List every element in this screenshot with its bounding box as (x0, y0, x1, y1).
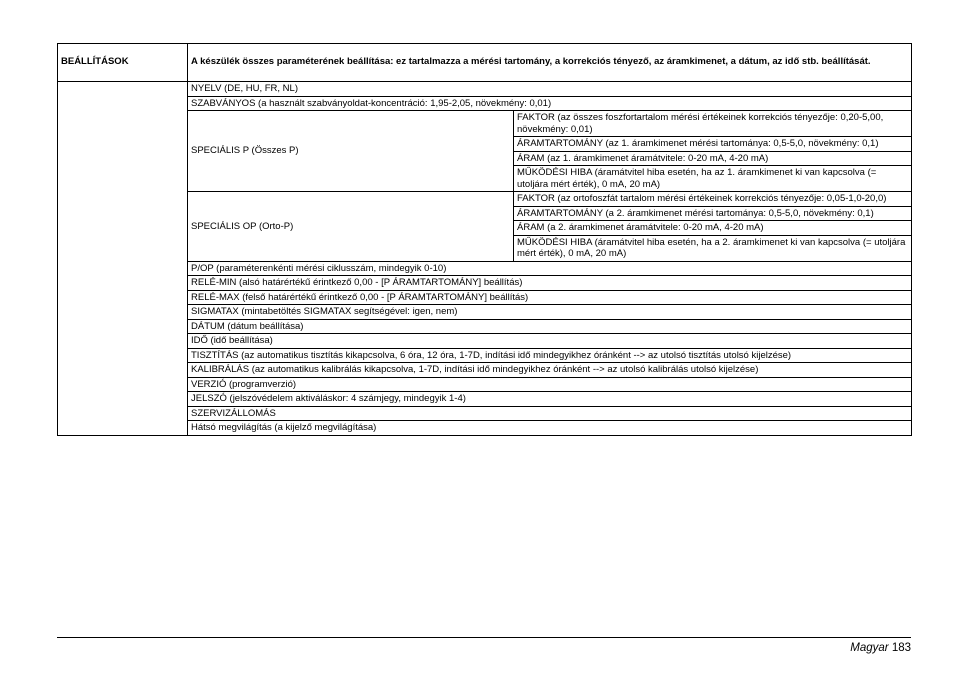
table-row (58, 82, 912, 97)
empty-label-cell (58, 82, 188, 436)
setting-row-ido: IDŐ (idő beállítása) (188, 334, 912, 349)
setting-row-szabvanyos: SZABVÁNYOS (a használt szabványoldat-koncentráció: 1,95-2,05, növekmény: 0,01) (188, 96, 912, 111)
footer-language: Magyar (850, 642, 889, 654)
sub-setting-aram-p: ÁRAM (az 1. áramkimenet áramátvitele: 0-20 mA, 4-20 mA) (514, 151, 912, 166)
sub-setting-mukodesi-hiba-p: MŰKÖDÉSI HIBA (áramátvitel hiba esetén, ha az 1. áramkimenet ki van kapcsolva (= utoljára mért érték), 0 mA, 20 mA) (514, 166, 912, 192)
group-label-specialis-op: SPECIÁLIS OP (Orto-P) (188, 192, 514, 262)
setting-row-rele-min: RELÉ-MIN (alsó határértékű érintkező 0,00 - [P ÁRAMTARTOMÁNY] beállítás) (188, 276, 912, 291)
settings-table (57, 43, 912, 436)
setting-row-tisztitas: TISZTÍTÁS (az automatikus tisztítás kikapcsolva, 6 óra, 12 óra, 1-7D, indítási idő mindegyikhez óránként --> az utolsó tisztítás utolsó kijelzése) (188, 348, 912, 363)
setting-row-datum: DÁTUM (dátum beállítása) (188, 319, 912, 334)
header-description: A készülék összes paraméterének beállítása: ez tartalmazza a mérési tartomány, a korrekciós tényező, az áramkimenet, a dátum, az idő stb. beállítását. (188, 44, 912, 82)
sub-setting-aramtartomany-op: ÁRAMTARTOMÁNY (a 2. áramkimenet mérési tartománya: 0,5-5,0, növekmény: 0,1) (514, 206, 912, 221)
header-row (58, 44, 912, 82)
setting-row-p-op: P/OP (paraméterenkénti mérési ciklusszám, mindegyik 0-10) (188, 261, 912, 276)
setting-row-rele-max: RELÉ-MAX (felső határértékű érintkező 0,00 - [P ÁRAMTARTOMÁNY] beállítás) (188, 290, 912, 305)
sub-setting-aramtartomany-p: ÁRAMTARTOMÁNY (az 1. áramkimenet mérési tartománya: 0,5-5,0, növekmény: 0,1) (514, 137, 912, 152)
setting-row-jelszo: JELSZÓ (jelszóvédelem aktiváláskor: 4 számjegy, mindegyik 1-4) (188, 392, 912, 407)
page-number: 183 (891, 642, 911, 654)
header-label: BEÁLLÍTÁSOK (58, 44, 188, 82)
setting-row-szervizallomas: SZERVIZÁLLOMÁS (188, 406, 912, 421)
setting-row-verzio: VERZIÓ (programverzió) (188, 377, 912, 392)
sub-setting-faktor-op: FAKTOR (az ortofoszfát tartalom mérési értékeinek korrekciós tényezője: 0,05-1,0-20,0) (514, 192, 912, 207)
setting-row-hatso-megvilagitas: Hátsó megvilágítás (a kijelző megvilágítása) (188, 421, 912, 436)
group-label-specialis-p: SPECIÁLIS P (Összes P) (188, 111, 514, 192)
page-footer (850, 642, 911, 654)
setting-row-kalibralas: KALIBRÁLÁS (az automatikus kalibrálás kikapcsolva, 1-7D, indítási idő mindegyikhez óránként --> az utolsó kalibrálás utolsó kijelzése) (188, 363, 912, 378)
setting-row-nyelv: NYELV (DE, HU, FR, NL) (188, 82, 912, 97)
sub-setting-mukodesi-hiba-op: MŰKÖDÉSI HIBA (áramátvitel hiba esetén, ha a 2. áramkimenet ki van kapcsolva (= utoljára mért érték), 0 mA, 20 mA) (514, 235, 912, 261)
sub-setting-aram-op: ÁRAM (a 2. áramkimenet áramátvitele: 0-20 mA, 4-20 mA) (514, 221, 912, 236)
setting-row-sigmatax: SIGMATAX (mintabetöltés SIGMATAX segítségével: igen, nem) (188, 305, 912, 320)
sub-setting-faktor-p: FAKTOR (az összes foszfortartalom mérési értékeinek korrekciós tényezője: 0,20-5,00, növekmény: 0,01) (514, 111, 912, 137)
footer-divider (57, 637, 911, 638)
